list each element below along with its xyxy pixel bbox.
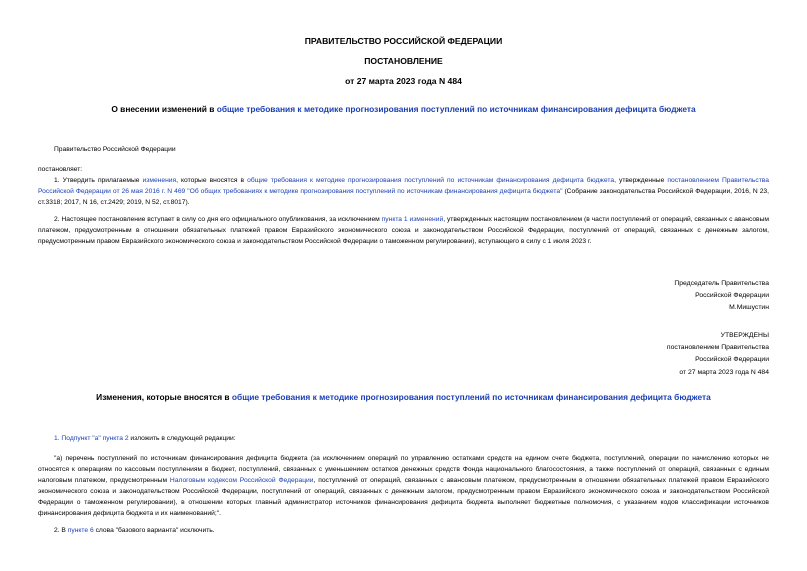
point-1-changes-link[interactable]: пункта 1 изменений <box>381 216 444 223</box>
changes-title <box>0 392 807 402</box>
point-1 <box>38 175 769 208</box>
signature-position: Председатель Правительства <box>674 280 769 287</box>
approval-by: постановлением Правительства <box>666 344 769 352</box>
government-heading: ПРАВИТЕЛЬСТВО РОССИЙСКОЙ ФЕДЕРАЦИИ <box>304 36 503 46</box>
point-2-text-a: 2. Настоящее постановление вступает в силу со дня его официального опубликования, за исключением <box>54 216 382 223</box>
approval-block <box>667 330 769 379</box>
point-1-text-d: (Собрание законодательства Российской Федерации, 2016, N 23, ст.3318; 2017, N 16, ст.2429; 2019, N 52, ст.8017). <box>38 188 769 206</box>
decides-text: постановляет: <box>38 166 83 173</box>
paragraph-6-link[interactable]: пункте 6 <box>67 527 94 534</box>
general-requirements-link-3[interactable]: общие требования к методике прогнозирования поступлений по источникам финансирования дефицита бюджета <box>231 392 711 402</box>
point-1-text-c: , утвержденные <box>614 177 668 184</box>
approval-label: УТВЕРЖДЕНЫ <box>720 332 769 339</box>
document-type: ПОСТАНОВЛЕНИЕ <box>364 56 443 66</box>
change-2-text-a: 2. В <box>54 527 68 534</box>
document-title-prefix: О внесении изменений в <box>111 104 217 114</box>
quote-text-a: "а) перечень поступлений по источникам финансирования дефицита бюджета (за исключением операций по управлению остатками средств на едином счете бюджета, поступлений, операции по начислению которых не относятся к операциям по кассовым поступлениям в бюджет, поступлений, связанных с уменьшением остатков денежных средств Фонда национального благосостояния, а также поступлений от операций, связанных с единым налоговым платежом, предусмотренным <box>38 455 769 484</box>
quoted-subparagraph <box>38 453 769 519</box>
change-2 <box>54 525 215 536</box>
changes-title-prefix: Изменения, которые вносятся в <box>96 392 232 402</box>
point-2 <box>38 214 769 247</box>
point-2-text-b: , утвержденных настоящим постановлением (в части поступлений от операций, связанных с авансовым платежом, предусмотренным в отношении обязательных платежей правом Евразийского экономического союза и законодательством Российской Федерации, поступлений от операций, связанных с денежным залогом, предусмотренным правом Евразийского экономического союза и законодательством Российской Федерации о таможенном регулировании), вступающего в силу с 1 июля 2023 г. <box>38 216 769 245</box>
subparagraph-a-link[interactable]: 1. Подпункт "а" пункта 2 <box>54 435 129 442</box>
change-1-text: изложить в следующей редакции: <box>128 435 236 442</box>
quote-text-b: , поступлений от операций, связанных с авансовым платежом, предусмотренным в отношении обязательных платежей правом Евразийского экономического союза и законодательством Российской Федерации, поступлений от операций, связанных с денежным залогом, предусмотренным правом Евразийского экономического союза и законодательством Российской Федерации о таможенном регулировании), в отношении которых главный администратор источников финансирования дефицита бюджета выполняет бюджетные полномочия, с указанием кодов классификации источников финансирования дефицита бюджета и их наименований;". <box>38 477 769 517</box>
point-1-text-b: , которые вносятся в <box>176 177 248 184</box>
signature-country: Российской Федерации <box>695 292 769 300</box>
issuer-text: Правительство Российской Федерации <box>54 146 176 153</box>
document-date: от 27 марта 2023 года N 484 <box>345 76 462 86</box>
approval-date: от 27 марта 2023 года N 484 <box>679 368 769 376</box>
change-1 <box>54 433 236 444</box>
signature-block <box>674 278 769 315</box>
point-1-text-a: 1. Утвердить прилагаемые <box>54 177 143 184</box>
change-2-text-b: слова "базового варианта" исключить. <box>93 527 215 534</box>
signature-name: М.Мишустин <box>729 304 769 312</box>
changes-link[interactable]: изменения <box>142 177 177 184</box>
approval-country: Российской Федерации <box>695 356 769 364</box>
general-requirements-link[interactable]: общие требования к методике прогнозирования поступлений по источникам финансирования дефицита бюджета <box>216 104 696 114</box>
general-requirements-link-2[interactable]: общие требования к методике прогнозирования поступлений по источникам финансирования дефицита бюджета <box>247 177 615 184</box>
resolution-469-link[interactable]: постановлением Правительства Российской Федерации от 26 мая 2016 г. N 469 "Об общих требованиях к методике прогнозирования поступлений по источникам финансирования дефицита бюджета" <box>38 177 769 195</box>
document-title <box>0 104 807 114</box>
tax-code-link[interactable]: Налоговым кодексом Российской Федерации <box>169 477 314 484</box>
